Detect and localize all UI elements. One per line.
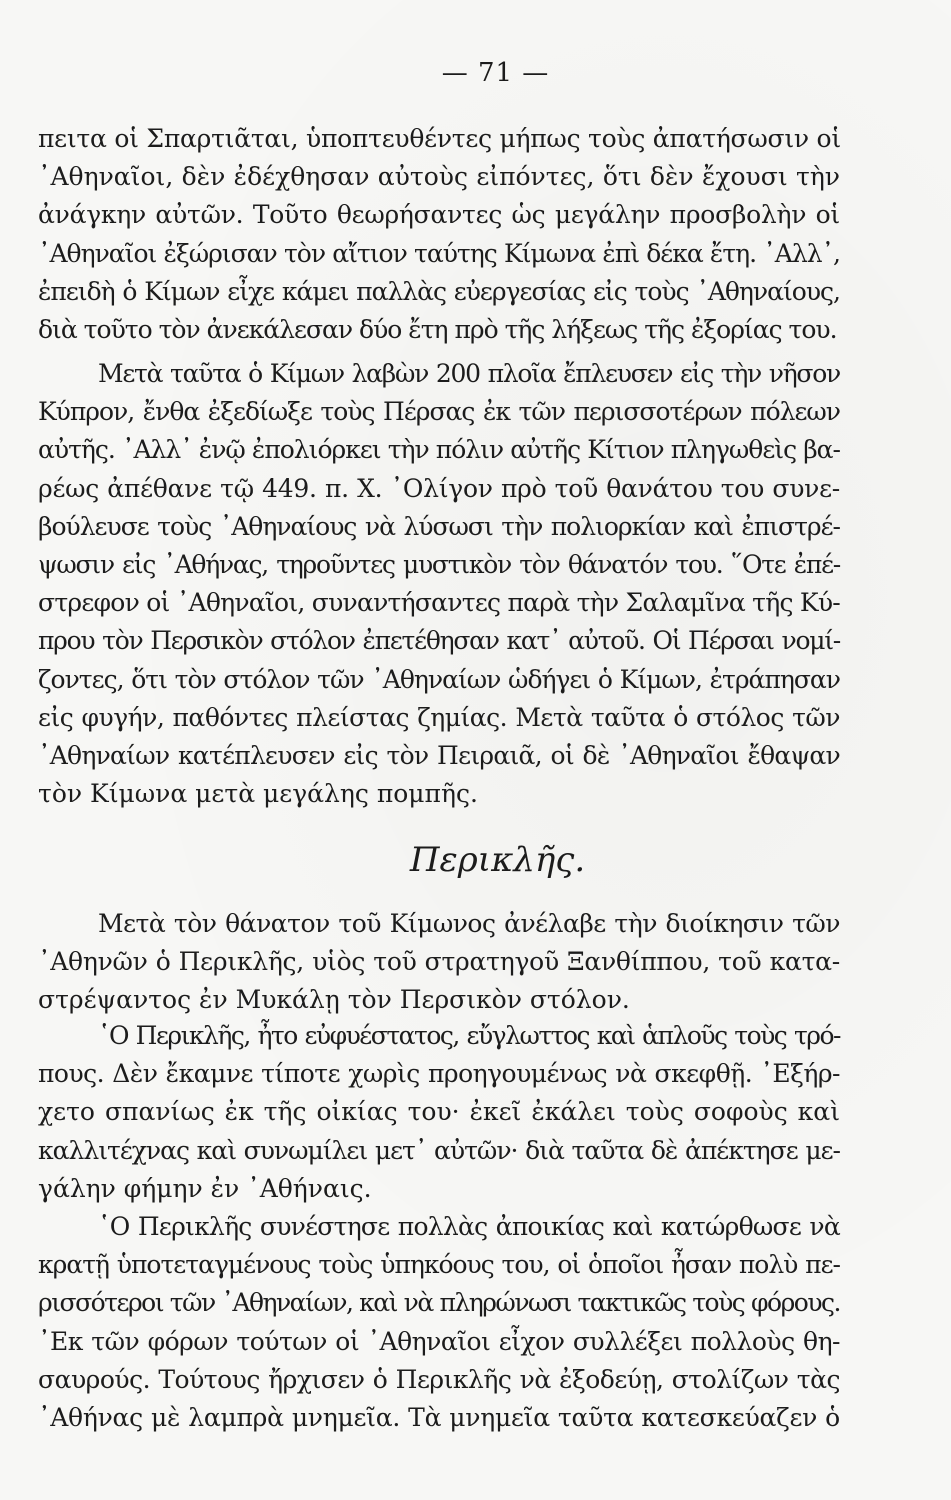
text-line: ᾿Αθήνας μὲ λαμπρὰ μνημεῖα. Τὰ μνημεῖα ταῦτα κατεσκεύαζεν ὁ [38,1403,840,1433]
text-line: γάλην φήμην ἐν ᾿Αθήναις. [38,1173,372,1203]
text-line: εἰς φυγήν, παθόντες πλείστας ζημίας. Μετὰ ταῦτα ὁ στόλος τῶν [38,702,840,732]
text-line: ρέως ἀπέθανε τῷ 449. π. Χ. ᾿Ολίγον πρὸ τοῦ θανάτου του συνε- [38,473,840,503]
page-number: — 71 — [441,58,550,88]
text-line: ἐπειδὴ ὁ Κίμων εἶχε κάμει παλλὰς εὐεργεσίας εἰς τοὺς ᾿Αθηναίους, [38,276,840,306]
text-line: στρεφον οἱ ᾿Αθηναῖοι, συναντήσαντες παρὰ τὴν Σαλαμῖνα τῆς Κύ- [38,588,840,618]
text-line: ψωσιν εἰς ᾿Αθήνας, τηροῦντες μυστικὸν τὸν θάνατόν του. ῞Οτε ἐπέ- [38,550,840,580]
text-line: ᾿Αθηνῶν ὁ Περικλῆς, υἱὸς τοῦ στρατηγοῦ Ξανθίππου, τοῦ κατα- [38,947,840,977]
text-line: Κύπρον, ἔνθα ἐξεδίωξε τοὺς Πέρσας ἐκ τῶν περισσοτέρων πόλεων [38,397,840,427]
text-line: ζοντες, ὅτι τὸν στόλον τῶν ᾿Αθηναίων ὡδήγει ὁ Κίμων, ἐτράπησαν [38,664,840,694]
text-line: βούλευσε τοὺς ᾿Αθηναίους νὰ λύσωσι τὴν πολιορκίαν καὶ ἐπιστρέ- [38,511,840,541]
text-line: ᾿Αθηναῖοι ἐξώρισαν τὸν αἴτιον ταύτης Κίμωνα ἐπὶ δέκα ἔτη. ᾿Αλλ᾽, [38,238,840,268]
paragraph-4 [38,1017,840,1208]
paragraph-1 [38,120,840,349]
text-line: πειτα οἱ Σπαρτιᾶται, ὑποπτευθέντες μήπως τοὺς ἀπατήσωσιν οἱ [38,124,841,153]
text-line: διὰ τοῦτο τὸν ἀνεκάλεσαν δύο ἔτη πρὸ τῆς λήξεως τῆς ἐξορίας του. [38,315,837,345]
text-line: στρέψαντος ἐν Μυκάλῃ τὸν Περσικὸν στόλον. [38,985,630,1015]
section-heading: Περικλῆς. [409,840,586,880]
text-line: σαυρούς. Τούτους ἤρχισεν ὁ Περικλῆς νὰ ἐξοδεύῃ, στολίζων τὰς [38,1364,840,1394]
text-line: ῾Ο Περικλῆς συνέστησε πολλὰς ἀποικίας καὶ κατώρθωσε νὰ [98,1212,840,1241]
paragraph-5 [38,1208,840,1437]
text-line: καλλιτέχνας καὶ συνωμίλει μετ᾽ αὐτῶν· διὰ ταῦτα δὲ ἀπέκτησε με- [38,1135,840,1165]
text-line: αὐτῆς. ᾿Αλλ᾽ ἐνῷ ἐπολιόρκει τὴν πόλιν αὐτῆς Κίτιον πληγωθεὶς βα- [38,435,840,465]
text-line: χετο σπανίως ἐκ τῆς οἰκίας του· ἐκεῖ ἐκάλει τοὺς σοφοὺς καὶ [38,1097,840,1127]
text-line: ᾿Αθηναῖοι, δὲν ἐδέχθησαν αὐτοὺς εἰπόντες, ὅτι δὲν ἔχουσι τὴν [38,162,840,192]
text-line: πους. Δὲν ἔκαμνε τίποτε χωρὶς προηγουμένως νὰ σκεφθῇ. ᾿Εξήρ- [38,1059,840,1089]
text-line: Μετὰ τὸν θάνατον τοῦ Κίμωνος ἀνέλαβε τὴν διοίκησιν τῶν [98,909,840,938]
text-line: ῾Ο Περικλῆς, ἦτο εὐφυέστατος, εὔγλωττος καὶ ἁπλοῦς τοὺς τρό- [98,1021,840,1050]
text-line: ἀνάγκην αὐτῶν. Τοῦτο θεωρήσαντες ὡς μεγάλην προσβολὴν οἱ [38,200,840,230]
text-line: ᾿Εκ τῶν φόρων τούτων οἱ ᾿Αθηναῖοι εἶχον συλλέξει πολλοὺς θη- [38,1326,840,1356]
text-line: τὸν Κίμωνα μετὰ μεγάλης πομπῆς. [38,779,478,809]
text-line: κρατῇ ὑποτεταγμένους τοὺς ὑπηκόους του, οἱ ὁποῖοι ἦσαν πολὺ πε- [38,1250,840,1280]
paragraph-3 [38,905,840,1020]
text-line: πρου τὸν Περσικὸν στόλον ἐπετέθησαν κατ᾽ αὐτοῦ. Οἱ Πέρσαι νομί- [38,626,840,656]
text-line: ᾿Αθηναίων κατέπλευσεν εἰς τὸν Πειραιᾶ, οἱ δὲ ᾿Αθηναῖοι ἔθαψαν [38,741,840,771]
paragraph-2 [38,355,840,813]
text-line: Μετὰ ταῦτα ὁ Κίμων λαβὼν 200 πλοῖα ἔπλευσεν εἰς τὴν νῆσον [98,359,840,388]
text-line: ρισσότεροι τῶν ᾿Αθηναίων, καὶ νὰ πληρώνωσι τακτικῶς τοὺς φόρους. [38,1288,840,1318]
